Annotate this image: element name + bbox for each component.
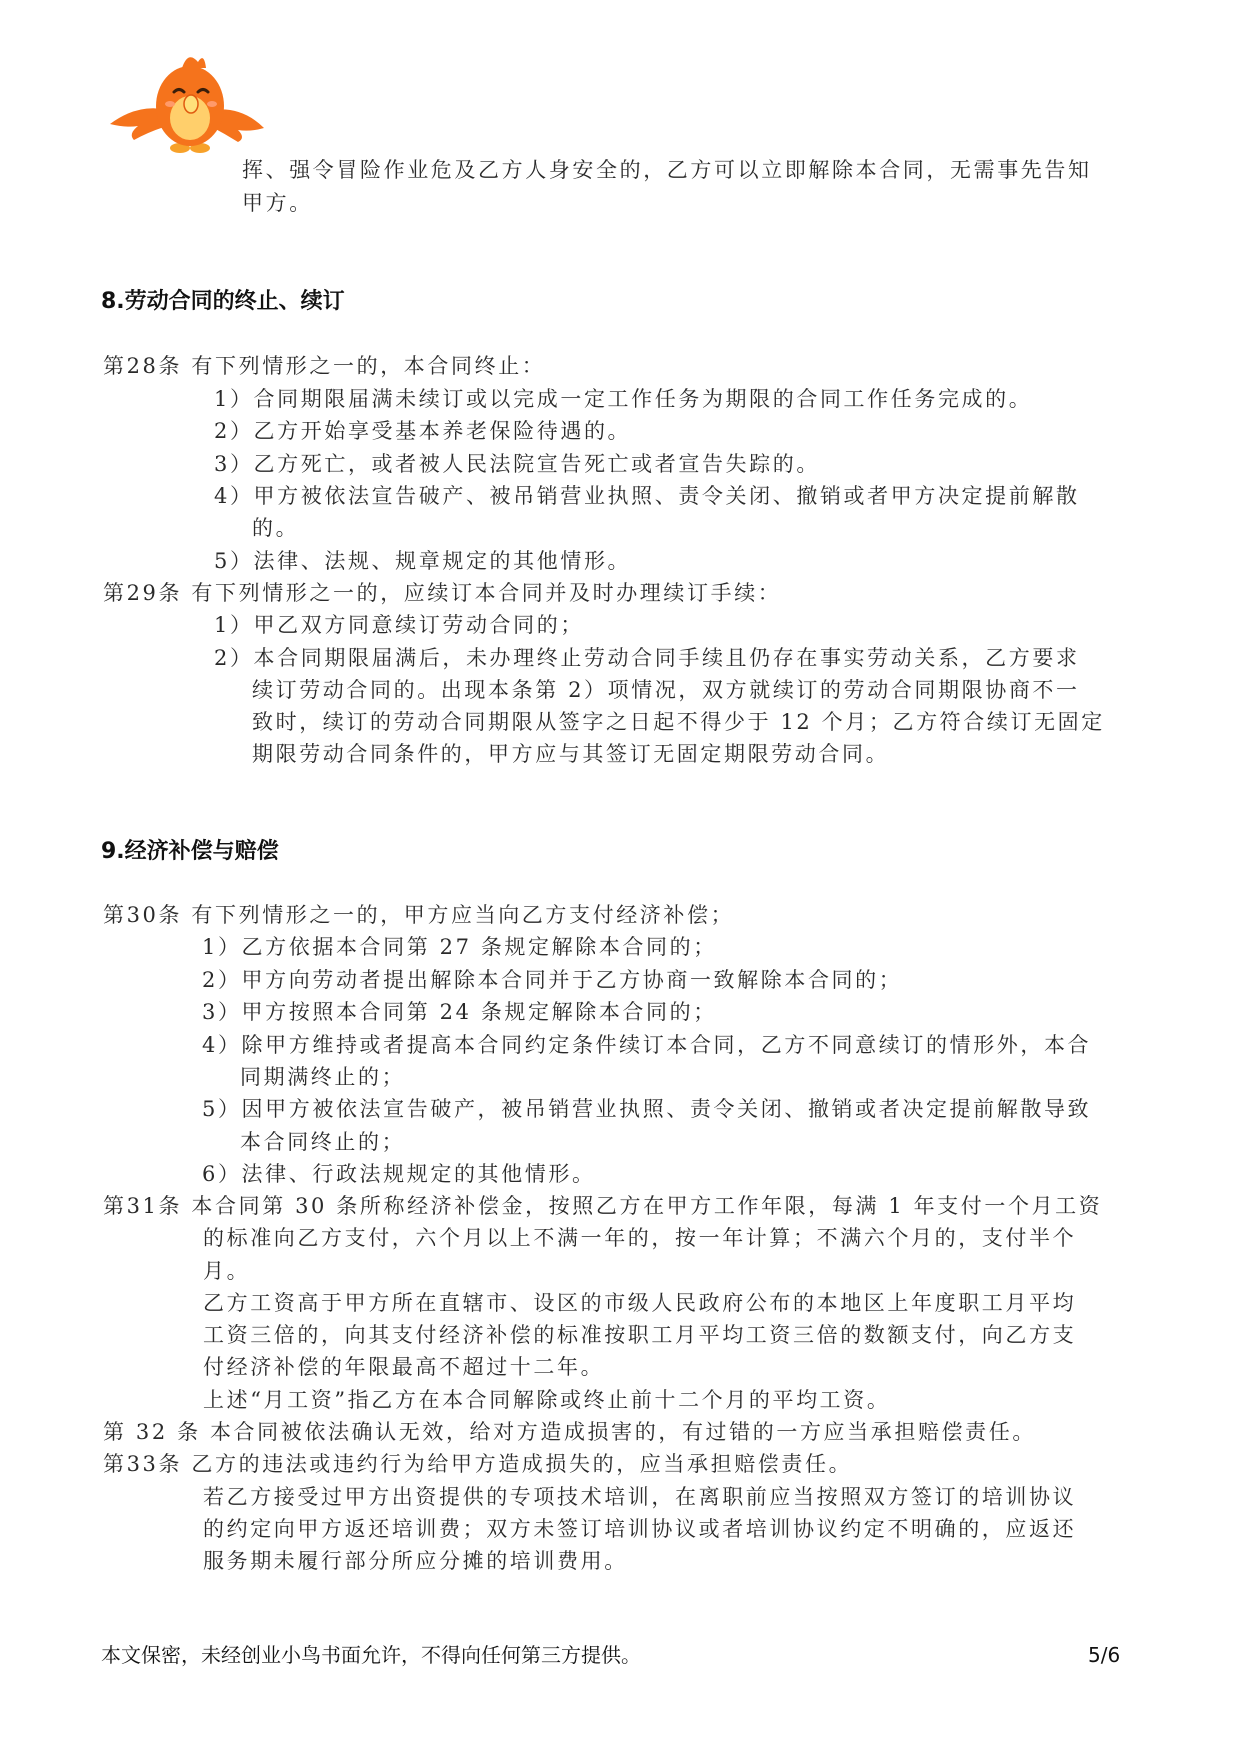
list-item: 4）除甲方维持或者提高本合同约定条件续订本合同，乙方不同意续订的情形外，本合 [202,1033,1092,1057]
paragraph-line: 上述“月工资”指乙方在本合同解除或终止前十二个月的平均工资。 [203,1388,891,1412]
article-30: 第30条 有下列情形之一的，甲方应当向乙方支付经济补偿； [103,903,735,927]
paragraph-line: 工资三倍的，向其支付经济补偿的标准按职工月平均工资三倍的数额支付，向乙方支 [203,1323,1077,1347]
list-item: 5）因甲方被依法宣告破产，被吊销营业执照、责令关闭、撤销或者决定提前解散导致 [202,1097,1092,1121]
paragraph-line: 付经济补偿的年限最高不超过十二年。 [203,1355,605,1379]
list-item: 1）合同期限届满未续订或以完成一定工作任务为期限的合同工作任务完成的。 [214,387,1033,411]
section-heading-8: 8.劳动合同的终止、续订 [101,289,345,314]
paragraph-line: 若乙方接受过甲方出资提供的专项技术培训，在离职前应当按照双方签订的培训协议 [203,1485,1077,1509]
list-item-continuation: 续订劳动合同的。出现本条第 2）项情况，双方就续订的劳动合同期限协商不一 [252,678,1080,702]
list-item: 3）乙方死亡，或者被人民法院宣告死亡或者宣告失踪的。 [214,452,820,476]
list-item: 1）甲乙双方同意续订劳动合同的； [214,613,584,637]
paragraph-line: 乙方工资高于甲方所在直辖市、设区的市级人民政府公布的本地区上年度职工月平均 [203,1291,1077,1315]
list-item: 1）乙方依据本合同第 27 条规定解除本合同的； [202,935,717,959]
article-28: 第28条 有下列情形之一的，本合同终止： [103,354,546,378]
article-31: 第31条 本合同第 30 条所称经济补偿金，按照乙方在甲方工作年限，每满 1 年支付一个月工资 [103,1194,1103,1218]
page-number: 5/6 [1088,1643,1121,1667]
list-item: 5）法律、法规、规章规定的其他情形。 [214,549,632,573]
article-33: 第33条 乙方的违法或违约行为给甲方造成损失的，应当承担赔偿责任。 [103,1452,853,1476]
list-item: 3）甲方按照本合同第 24 条规定解除本合同的； [202,1000,717,1024]
bird-mascot-icon [108,48,268,158]
footer-confidential-notice: 本文保密，未经创业小鸟书面允许，不得向任何第三方提供。 [101,1643,641,1667]
list-item: 2）甲方向劳动者提出解除本合同并于乙方协商一致解除本合同的； [202,968,903,992]
article-32: 第 32 条 本合同被依法确认无效，给对方造成损害的，有过错的一方应当承担赔偿责任。 [103,1420,1036,1444]
list-item: 2）乙方开始享受基本养老保险待遇的。 [214,419,632,443]
article-29: 第29条 有下列情形之一的，应续订本合同并及时办理续订手续： [103,581,782,605]
paragraph-line: 的标准向乙方支付，六个月以上不满一年的，按一年计算；不满六个月的，支付半个 [203,1226,1077,1250]
list-item-continuation: 的。 [252,516,300,540]
paragraph-line: 甲方。 [242,191,313,215]
list-item: 2）本合同期限届满后，未办理终止劳动合同手续且仍存在事实劳动关系，乙方要求 [214,646,1080,670]
list-item-continuation: 期限劳动合同条件的，甲方应与其签订无固定期限劳动合同。 [252,742,890,766]
section-heading-9: 9.经济补偿与赔偿 [101,839,279,864]
list-item: 4）甲方被依法宣告破产、被吊销营业执照、责令关闭、撤销或者甲方决定提前解散 [214,484,1080,508]
list-item-continuation: 致时，续订的劳动合同期限从签字之日起不得少于 12 个月；乙方符合续订无固定 [252,710,1105,734]
paragraph-line: 的约定向甲方返还培训费；双方未签订培训协议或者培训协议约定不明确的，应返还 [203,1517,1077,1541]
paragraph-line: 挥、强令冒险作业危及乙方人身安全的，乙方可以立即解除本合同，无需事先告知 [242,158,1092,182]
paragraph-line: 月。 [203,1259,251,1283]
list-item: 6）法律、行政法规规定的其他情形。 [202,1162,596,1186]
paragraph-line: 服务期未履行部分所应分摊的培训费用。 [203,1549,628,1573]
list-item-continuation: 本合同终止的； [240,1130,406,1154]
list-item-continuation: 同期满终止的； [240,1065,406,1089]
